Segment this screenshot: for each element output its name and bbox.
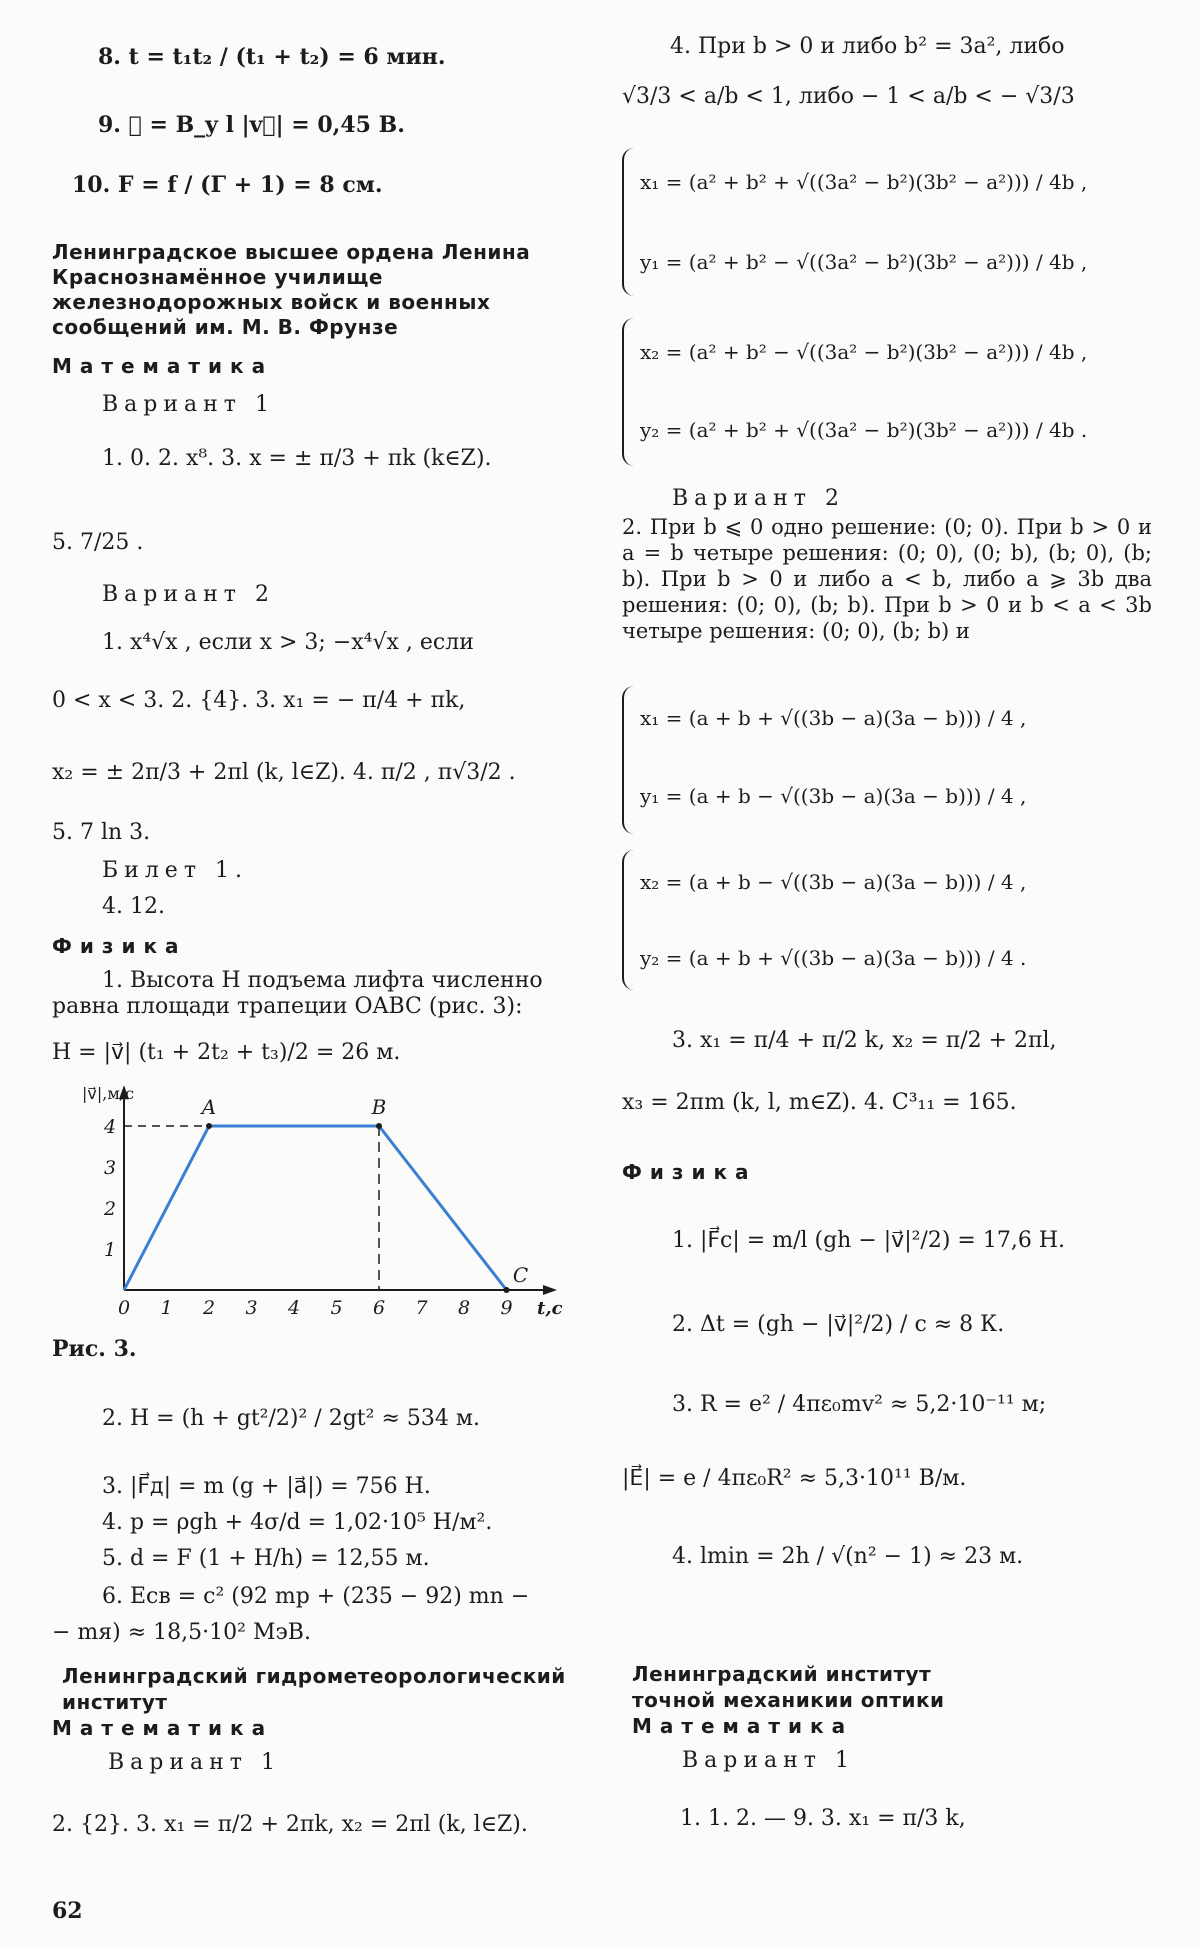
- physics-answer2: 2. Δt = (gh − |v⃗|²/2) / c ≈ 8 К.: [672, 1312, 1005, 1337]
- y-tick-label: 1: [103, 1239, 117, 1261]
- x-tick-label: 0: [117, 1297, 131, 1319]
- x-tick-label: 5: [330, 1297, 343, 1319]
- physics-answer1-line3: H = |v⃗| (t₁ + 2t₂ + t₃)/2 = 26 м.: [52, 1040, 401, 1065]
- variant-heading: Вариант 2: [672, 486, 845, 511]
- variant2-line3: x₂ = ± 2π/3 + 2πl (k, l∈Z). 4. π/2 , π√3/2 .: [52, 760, 516, 785]
- page-number: 62: [52, 1898, 83, 1924]
- point-label-B: B: [371, 1095, 387, 1119]
- physics-answer6-line1: 6. Eсв = c² (92 mp + (235 − 92) mn −: [102, 1584, 530, 1609]
- x-tick-label: 1: [160, 1297, 173, 1319]
- x-tick-label: 9: [500, 1297, 513, 1319]
- institute3-heading-line1: Ленинградский институт: [632, 1662, 932, 1686]
- x-tick-label: 2: [202, 1297, 216, 1319]
- velocity-line: [124, 1126, 507, 1290]
- ticket-answer: 4. 12.: [102, 894, 165, 919]
- section-physics: Физика: [622, 1160, 757, 1184]
- variant1-answers: 1. 1. 2. — 9. 3. x₁ = π/3 k,: [680, 1806, 966, 1831]
- system3-y: y₁ = (a + b − √((3b − a)(3a − b))) / 4 ,: [640, 784, 1027, 808]
- variant1-answers: 2. {2}. 3. x₁ = π/2 + 2πk, x₂ = 2πl (k, l∈Z).: [52, 1812, 528, 1837]
- system4-y: y₂ = (a + b + √((3b − a)(3a − b))) / 4 .: [640, 946, 1027, 970]
- physics-answer3: 3. |F⃗д| = m (g + |a⃗|) = 756 Н.: [102, 1474, 431, 1499]
- x-axis-label: t,c: [537, 1298, 563, 1319]
- answer-8: 8. t = t₁t₂ / (t₁ + t₂) = 6 мин.: [98, 44, 446, 70]
- system2-x: x₂ = (a² + b² − √((3a² − b²)(3b² − a²))) / 4b ,: [640, 340, 1088, 364]
- ticket-heading: Билет 1.: [102, 858, 248, 883]
- physics-answer1-line2: равна площади трапеции OABC (рис. 3):: [52, 994, 523, 1019]
- y-axis-label: |v⃗|,м/c: [82, 1085, 135, 1104]
- variant2-line4: 5. 7 ln 3.: [52, 820, 151, 845]
- physics-answer4: 4. p = ρgh + 4σ/d = 1,02·10⁵ Н/м².: [102, 1510, 493, 1535]
- institute3-heading-line2: точной механикии оптики: [632, 1688, 945, 1712]
- system4-x: x₂ = (a + b − √((3b − a)(3a − b))) / 4 ,: [640, 870, 1027, 894]
- section-math: Математика: [52, 354, 274, 378]
- answer3-line1: 3. x₁ = π/4 + π/2 k, x₂ = π/2 + 2πl,: [672, 1028, 1057, 1053]
- system3-x: x₁ = (a + b + √((3b − a)(3a − b))) / 4 ,: [640, 706, 1027, 730]
- point-C: [504, 1287, 510, 1293]
- velocity-time-chart: [52, 1085, 592, 1325]
- variant-heading: Вариант 1: [682, 1748, 855, 1773]
- answer2-text: 2. При b ⩽ 0 одно решение: (0; 0). При b > 0 и a = b четыре решения: (0; 0), (0; b), (b; 0), (b; b). При b > 0 и либо a < b, либо a ⩾ 3b два решения: (0; 0), (b; b). При b > 0 и b < a < 3b четыре решения: (0; 0), (b; b) и: [622, 515, 1152, 643]
- section-math: Математика: [632, 1714, 854, 1738]
- variant-heading: Вариант 2: [102, 582, 275, 607]
- point-label-A: A: [201, 1095, 217, 1119]
- physics-answer3-field: |E⃗| = e / 4πε₀R² ≈ 5,3·10¹¹ В/м.: [622, 1466, 967, 1491]
- physics-answer3: 3. R = e² / 4πε₀mv² ≈ 5,2·10⁻¹¹ м;: [672, 1392, 1047, 1417]
- institute2-heading-line2: институт: [62, 1690, 168, 1714]
- y-tick-label: 3: [103, 1157, 117, 1179]
- variant2-line2: 0 < x < 3. 2. {4}. 3. x₁ = − π/4 + πk,: [52, 688, 466, 713]
- institute2-heading-line1: Ленинградский гидрометеорологический: [62, 1664, 566, 1688]
- variant-heading: Вариант 1: [102, 392, 275, 417]
- system-brace: [622, 850, 634, 990]
- answer4-line2: √3/3 < a/b < 1, либо − 1 < a/b < − √3/3: [622, 84, 1075, 109]
- answer4-line1: 4. При b > 0 и либо b² = 3a², либо: [670, 34, 1065, 59]
- variant-heading: Вариант 1: [108, 1750, 281, 1775]
- system2-y: y₂ = (a² + b² + √((3a² − b²)(3b² − a²))) / 4b .: [640, 418, 1088, 442]
- figure-caption: Рис. 3.: [52, 1336, 137, 1362]
- variant1-answers: 1. 0. 2. x⁸. 3. x = ± π/3 + πk (k∈Z).: [102, 446, 492, 471]
- institute-heading-line3: железнодорожных войск и военных: [52, 290, 491, 314]
- physics-answer1: 1. |F⃗c| = m/l (gh − |v⃗|²/2) = 17,6 Н.: [672, 1228, 1065, 1253]
- variant2-line1: 1. x⁴√x , если x > 3; −x⁴√x , если: [102, 630, 474, 655]
- y-tick-label: 4: [103, 1116, 117, 1138]
- physics-answer4: 4. lmin = 2h / √(n² − 1) ≈ 23 м.: [672, 1544, 1024, 1569]
- system1-x: x₁ = (a² + b² + √((3a² − b²)(3b² − a²))) / 4b ,: [640, 170, 1088, 194]
- system1-y: y₁ = (a² + b² − √((3a² − b²)(3b² − a²))) / 4b ,: [640, 250, 1088, 274]
- institute-heading-line1: Ленинградское высшее ордена Ленина: [52, 240, 531, 264]
- variant1-answer5: 5. 7/25 .: [52, 530, 144, 555]
- answer-10: 10. F = f / (Γ + 1) = 8 см.: [72, 172, 383, 198]
- x-tick-label: 3: [245, 1297, 258, 1319]
- system-brace: [622, 318, 634, 466]
- x-tick-label: 7: [415, 1297, 428, 1319]
- section-math: Математика: [52, 1716, 274, 1740]
- physics-answer5: 5. d = F (1 + H/h) = 12,55 м.: [102, 1546, 430, 1571]
- physics-answer1-line1: 1. Высота H подъема лифта численно: [102, 968, 543, 993]
- physics-answer6-line2: − mя) ≈ 18,5·10² МэВ.: [52, 1620, 311, 1645]
- point-B: [376, 1123, 382, 1129]
- answer-9: 9. ℰ = B_y l |v⃗| = 0,45 В.: [98, 112, 405, 138]
- institute-heading-line4: сообщений им. М. В. Фрунзе: [52, 315, 399, 339]
- system-brace: [622, 148, 634, 296]
- institute-heading-line2: Краснознамённое училище: [52, 265, 383, 289]
- x-tick-label: 8: [457, 1297, 471, 1319]
- physics-answer2: 2. H = (h + gt²/2)² / 2gt² ≈ 534 м.: [102, 1406, 480, 1431]
- point-A: [206, 1123, 212, 1129]
- section-physics: Физика: [52, 934, 187, 958]
- y-tick-label: 2: [103, 1198, 117, 1220]
- x-tick-label: 6: [372, 1297, 386, 1319]
- x-axis-arrow: [543, 1285, 557, 1295]
- system-brace: [622, 686, 634, 834]
- answer3-line2: x₃ = 2πm (k, l, m∈Z). 4. C³₁₁ = 165.: [622, 1090, 1017, 1115]
- point-label-C: C: [512, 1263, 529, 1287]
- x-tick-label: 4: [287, 1297, 301, 1319]
